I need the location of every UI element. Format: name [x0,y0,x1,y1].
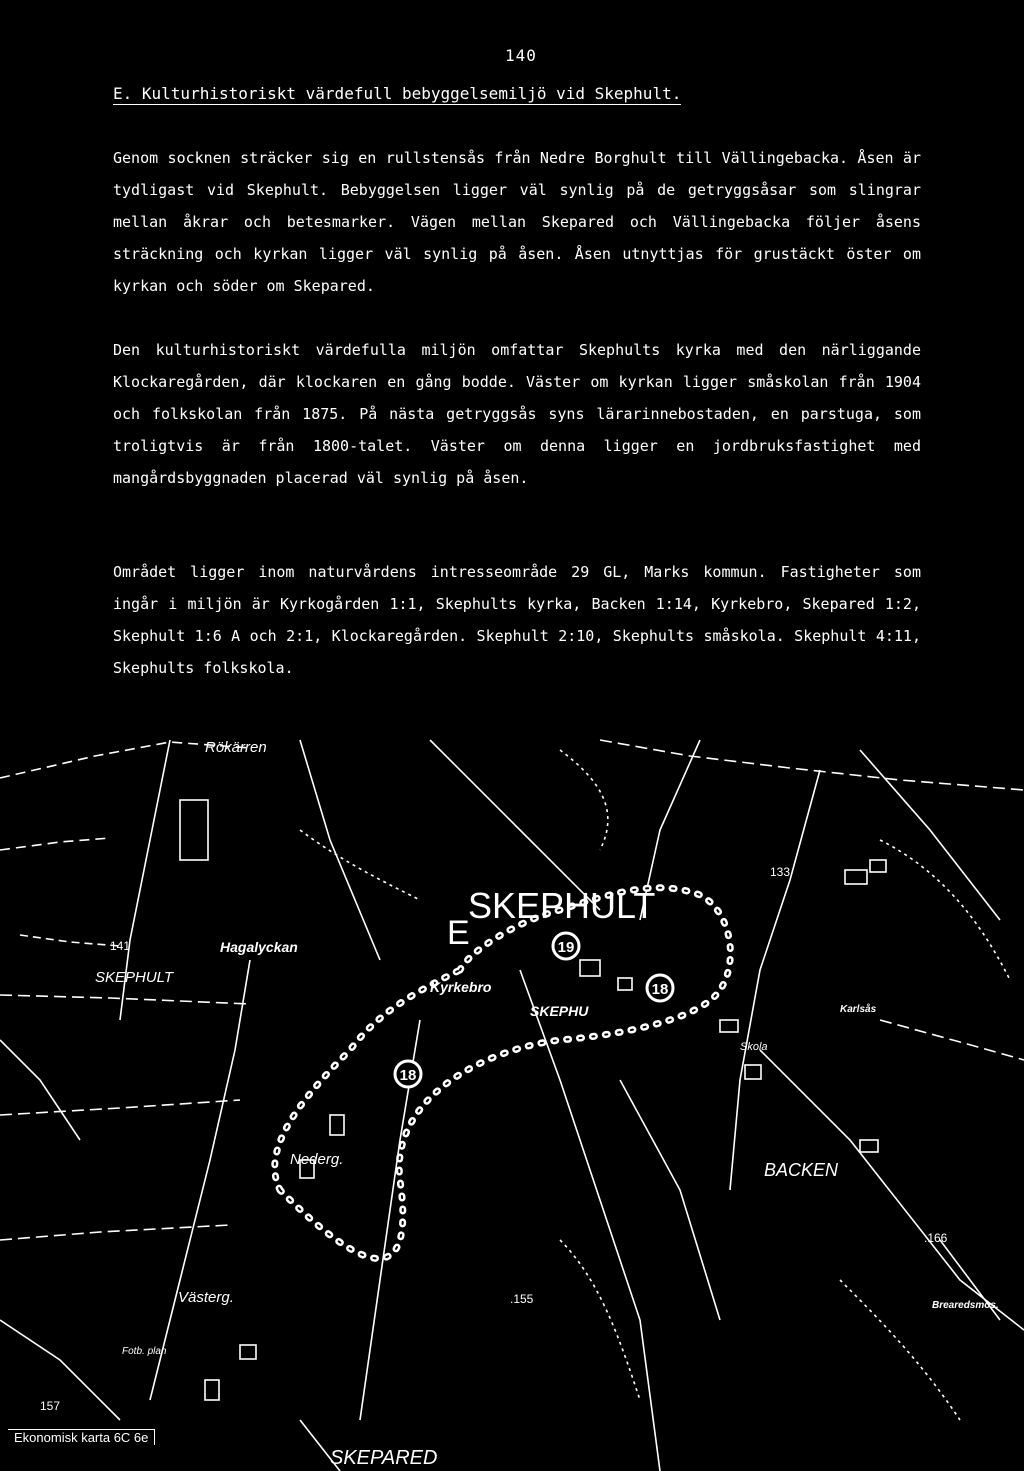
label-133: 133 [770,865,791,879]
label-karlsas: Karlsås [840,1004,877,1015]
label-kyrkebro: Kyrkebro [430,979,492,995]
label-skepared: SKEPARED [330,1447,438,1469]
page-number: 140 [505,46,537,65]
paragraph-properties: Området ligger inom naturvårdens intresseområde 29 GL, Marks kommun. Fastigheter som ingår i miljön är Kyrkogården 1:1, Skephults kyrka, Backen 1:14, Kyrkebro, Skepared 1:2, Skephult 1:6 A och 2:1, Klockaregården. Skephult 2:10, Skephults småskola. Skephult 4:11, Skephults folkskola. [113,563,921,677]
marker-18-east [647,975,673,1001]
label-backen: BACKEN [764,1160,839,1180]
label-skephu: SKEPHU [530,1003,589,1019]
label-157: 157 [40,1399,61,1413]
label-skephult: SKEPHULT [468,885,656,926]
paragraph-esker: Genom socknen sträcker sig en rullstensås från Nedre Borghult till Vällingebacka. Åsen är tydligast vid Skephult. Bebyggelsen ligger väl synlig på de getryggsåsar som slingrar mellan åkrar och betesmarker. Vägen mellan Skepared och Vällingebacka följer åsens sträckning och kyrkan ligger väl synlig på åsen. Åsen utnyttjas för grustäckt öster om kyrkan och söder om Skepared. [113,149,921,295]
svg-text:18: 18 [651,981,669,998]
marker-18-west [395,1061,421,1087]
label-166: .166 [924,1231,948,1245]
label-vasterg: Västerg. [178,1289,234,1306]
economic-map [0,720,1024,1471]
svg-text:19: 19 [557,939,575,956]
svg-text:18: 18 [399,1067,417,1084]
map-caption: Ekonomisk karta 6C 6e [8,1429,155,1445]
label-141: 141 [110,939,131,953]
label-155: .155 [510,1292,534,1306]
label-skola: Skola [740,1041,768,1053]
label-area-e: E [447,914,470,952]
label-fotb-plan: Fotb. plan [122,1346,167,1357]
map-linework [0,740,1024,1471]
label-skephult-west: SKEPHULT [95,969,174,986]
label-rokarren: Rökärren [205,739,267,756]
label-hagalyckan: Hagalyckan [220,939,298,955]
label-nederg: Nederg. [290,1151,344,1168]
marker-19 [553,933,579,959]
paragraph-environment: Den kulturhistoriskt värdefulla miljön omfattar Skephults kyrka med den närliggande Klockaregården, där klockaren en gång bodde. Väster om kyrkan ligger småskolan från 1904 och folkskolan från 1875. På nästa getryggsås syns lärarinnebostaden, en parstuga, som troligtvis är från 1800-talet. Väster om denna ligger en jordbruksfastighet med mangårdsbyggnaden placerad väl synlig på åsen. [113,341,921,487]
label-brearedsmos: Brearedsmos. [932,1300,999,1311]
environment-boundary [275,888,731,1259]
section-heading: E. Kulturhistoriskt värdefull bebyggelsemiljö vid Skephult. [113,84,682,103]
